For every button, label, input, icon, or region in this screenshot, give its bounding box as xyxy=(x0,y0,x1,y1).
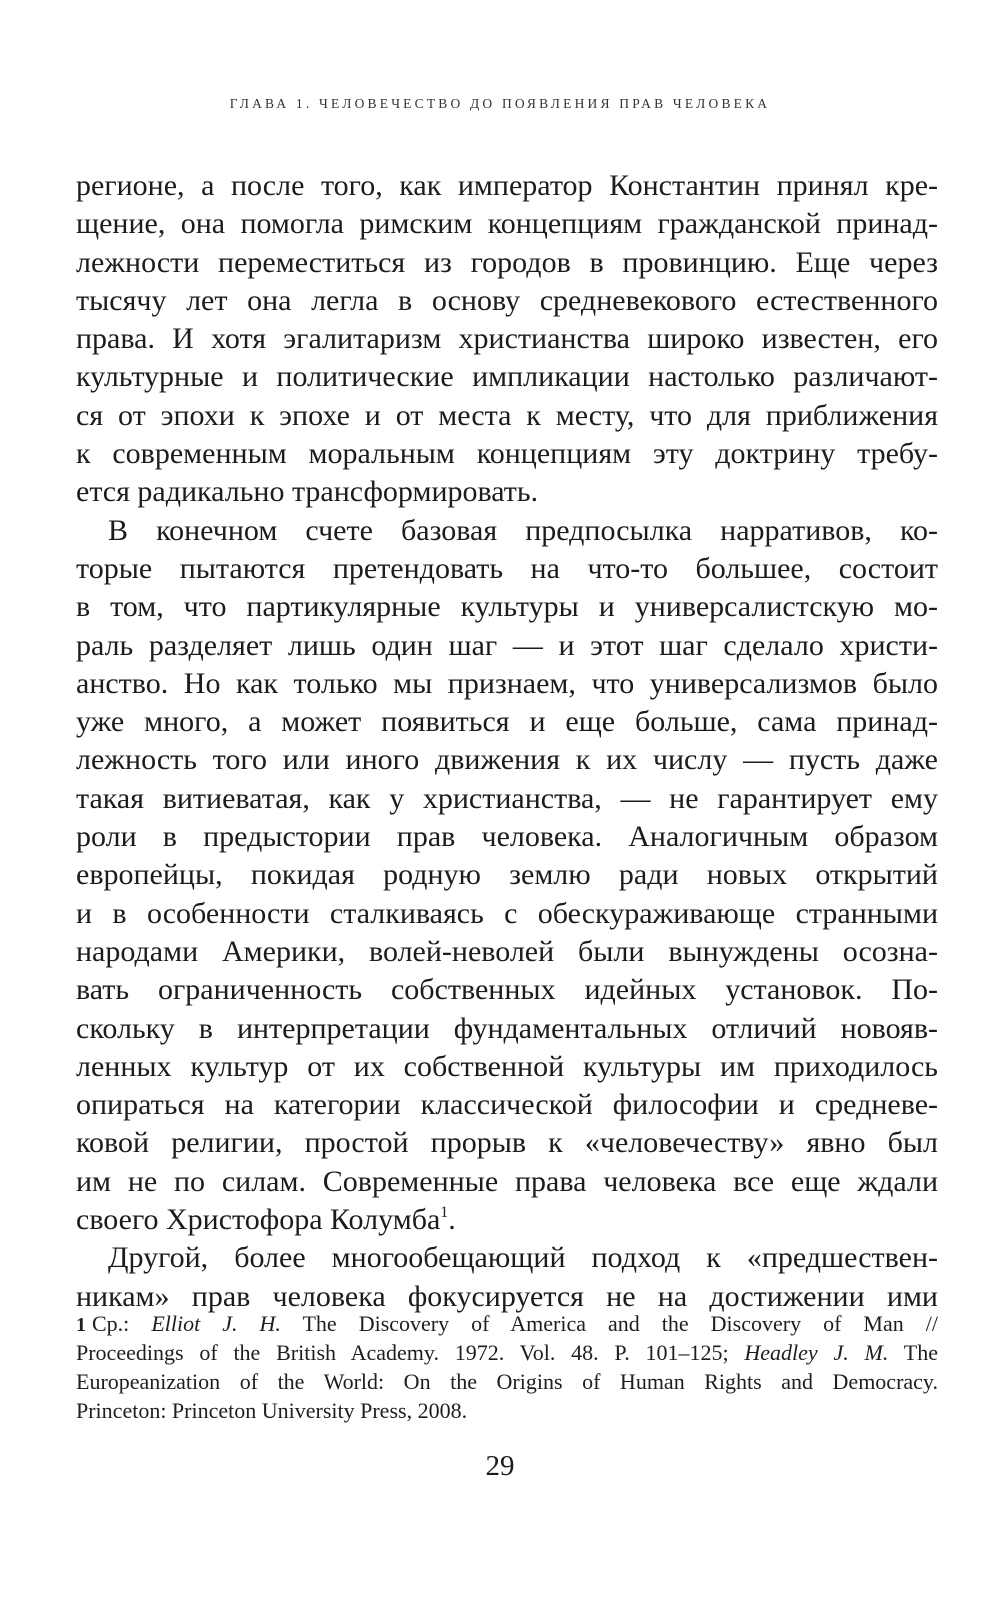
text-line: ленных культур от их собственной культуры им приходилось xyxy=(76,1049,938,1083)
text-line: торые пытаются претендовать на что-то большее, состоит xyxy=(76,551,938,585)
text-line: тысячу лет она легла в основу средневекового естественного xyxy=(76,283,938,317)
text-line: и в особенности сталкиваясь с обескураживающе странными xyxy=(76,896,938,930)
footnote-text: Proceedings of the British Academy. 1972. Vol. 48. P. 101–125; xyxy=(76,1340,745,1365)
text-line: раль разделяет лишь один шаг — и этот шаг сделало христи- xyxy=(76,628,938,662)
footnote xyxy=(76,1309,938,1425)
footnote-text: Ср.: xyxy=(92,1311,152,1336)
text-line: В конечном счете базовая предпосылка нарративов, ко- xyxy=(108,513,938,547)
footnote-author: Headley J. M. xyxy=(744,1340,889,1365)
text-line: лежность того или иного движения к их числу — пусть даже xyxy=(76,743,938,777)
text-line: опираться на категории классической философии и средневе- xyxy=(76,1088,938,1122)
footnote-line: Europeanization of the World: On the Origins of Human Rights and Democracy. xyxy=(76,1369,938,1394)
text-line: своего Христофора Колумба xyxy=(76,1203,441,1237)
text-line: к современным моральным концепциям эту доктрину требу- xyxy=(76,437,938,471)
text-line: ковой религии, простой прорыв к «человечеству» явно был xyxy=(76,1126,938,1160)
text-line: в том, что партикулярные культуры и универсалистскую мо- xyxy=(76,590,938,624)
running-head: ГЛАВА 1. ЧЕЛОВЕЧЕСТВО ДО ПОЯВЛЕНИЯ ПРАВ ЧЕЛОВЕКА xyxy=(229,96,771,111)
text-line: народами Америки, волей-неволей были вынуждены осозна- xyxy=(76,934,938,968)
text-line: вать ограниченность собственных идейных установок. По- xyxy=(76,973,938,1007)
text-line: ся от эпохи к эпохе и от места к месту, что для приближения xyxy=(76,398,938,432)
text-line: никам» прав человека фокусируется не на достижении ими xyxy=(76,1279,938,1313)
text-line: анство. Но как только мы признаем, что универсализмов было xyxy=(76,666,938,700)
body-text xyxy=(76,167,938,1316)
text-line: Другой, более многообещающий подход к «предшествен- xyxy=(108,1241,938,1275)
text-line: щение, она помогла римским концепциям гражданской принад- xyxy=(76,207,938,241)
footnote-text: The Discovery of America and the Discovery of Man // xyxy=(280,1311,938,1336)
text-line: права. И хотя эгалитаризм христианства широко известен, его xyxy=(76,322,938,356)
text-line: регионе, а после того, как император Константин принял кре- xyxy=(76,169,938,202)
footnote-reference[interactable]: 1 xyxy=(440,1204,449,1222)
text-line: такая витиеватая, как у христианства, — не гарантирует ему xyxy=(76,781,938,815)
text-line: европейцы, покидая родную землю ради новых открытий xyxy=(76,858,938,892)
text-line: уже много, а может появиться и еще больше, сама принад- xyxy=(76,705,938,739)
footnote-text: The xyxy=(888,1340,938,1365)
text-line: роли в предыстории прав человека. Аналогичным образом xyxy=(76,820,938,854)
footnote-line: Princeton: Princeton University Press, 2008. xyxy=(76,1398,468,1423)
text-line: лежности переместиться из городов в провинцию. Еще через xyxy=(76,245,938,279)
footnote-line xyxy=(76,1309,938,1338)
text-line: скольку в интерпретации фундаментальных отличий новояв- xyxy=(76,1011,938,1045)
footnote-line xyxy=(76,1338,938,1367)
text-line: ется радикально трансформировать. xyxy=(76,475,539,509)
footnote-author: Elliot J. H. xyxy=(151,1311,281,1336)
text-line: им не по силам. Современные права человека все еще ждали xyxy=(76,1164,938,1198)
page-number: 29 xyxy=(485,1450,515,1482)
footnote-mark: 1 xyxy=(76,1314,86,1336)
text-line-with-footnote: своего Христофора Колумба$^1$. xyxy=(76,1203,456,1237)
text-line: культурные и политические импликации настолько различают- xyxy=(76,360,938,394)
